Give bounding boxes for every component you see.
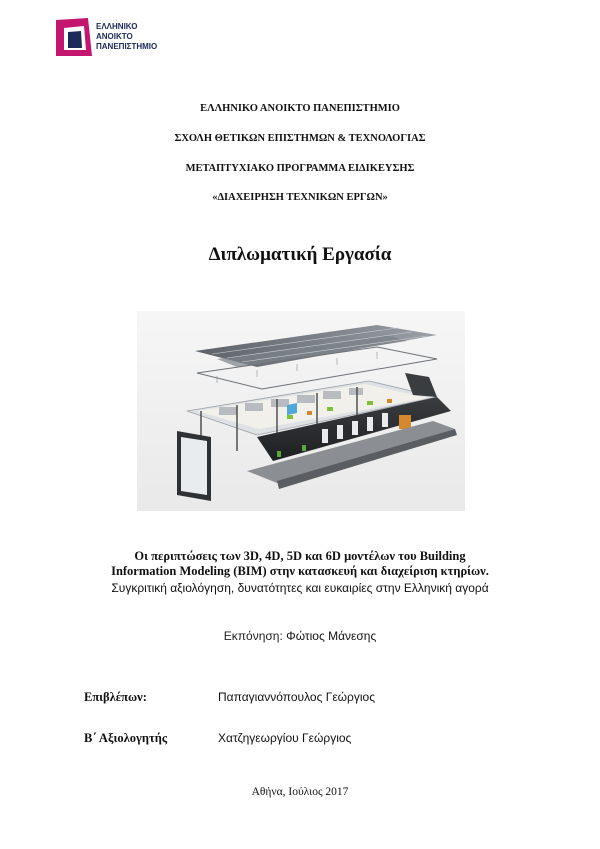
supervisor-name: Παπαγιαννόπουλος Γεώργιος [218, 690, 375, 704]
university-logo [54, 16, 174, 62]
author-label: Εκπόνηση: [223, 629, 283, 643]
place-date: Αθήνα, Ιούλιος 2017 [251, 786, 349, 798]
supervisor-label: Επιβλέπων: [84, 690, 147, 704]
bim-model-illustration [137, 311, 465, 511]
second-reviewer-name: Χατζηγεωργίου Γεώργιος [218, 731, 352, 745]
university-name: ΕΛΛΗΝΙΚΟ ΑΝΟΙΚΤΟ ΠΑΝΕΠΙΣΤΗΜΙΟ [200, 103, 400, 114]
specialization-name: «ΔΙΑΧΕΙΡΗΣΗ ΤΕΧΝΙΚΩΝ ΕΡΓΩΝ» [212, 192, 388, 203]
program-name: ΜΕΤΑΠΤΥΧΙΑΚΟ ΠΡΟΓΡΑΜΜΑ ΕΙΔΙΚΕΥΣΗΣ [185, 163, 415, 174]
university-logo-icon [54, 16, 96, 58]
document-type-title: Διπλωματική Εργασία [208, 244, 392, 265]
logo-line-1: ΕΛΛΗΝΙΚΟ [96, 22, 138, 31]
logo-line-3: ΠΑΝΕΠΙΣΤΗΜΙΟ [96, 42, 158, 51]
author-line [0, 629, 600, 643]
author-name: Φώτιος Μάνεσης [286, 629, 377, 643]
thesis-title [60, 549, 540, 579]
logo-wordmark [96, 22, 157, 52]
logo-line-2: ΑΝΟΙΚΤΟ [96, 32, 133, 41]
second-reviewer-label: Β΄ Αξιολογητής [84, 731, 168, 745]
school-name: ΣΧΟΛΗ ΘΕΤΙΚΩΝ ΕΠΙΣΤΗΜΩΝ & ΤΕΧΝΟΛΟΓΙΑΣ [174, 133, 426, 144]
thesis-subtitle: Συγκριτική αξιολόγηση, δυνατότητες και ευκαιρίες στην Ελληνική αγορά [111, 581, 489, 595]
thesis-title-line-2: Information Modeling (BIM) στην κατασκευή και διαχείριση κτηρίων. [111, 564, 489, 578]
thesis-title-line-1: Οι περιπτώσεις των 3D, 4D, 5D και 6D μοντέλων του Building [134, 549, 466, 563]
